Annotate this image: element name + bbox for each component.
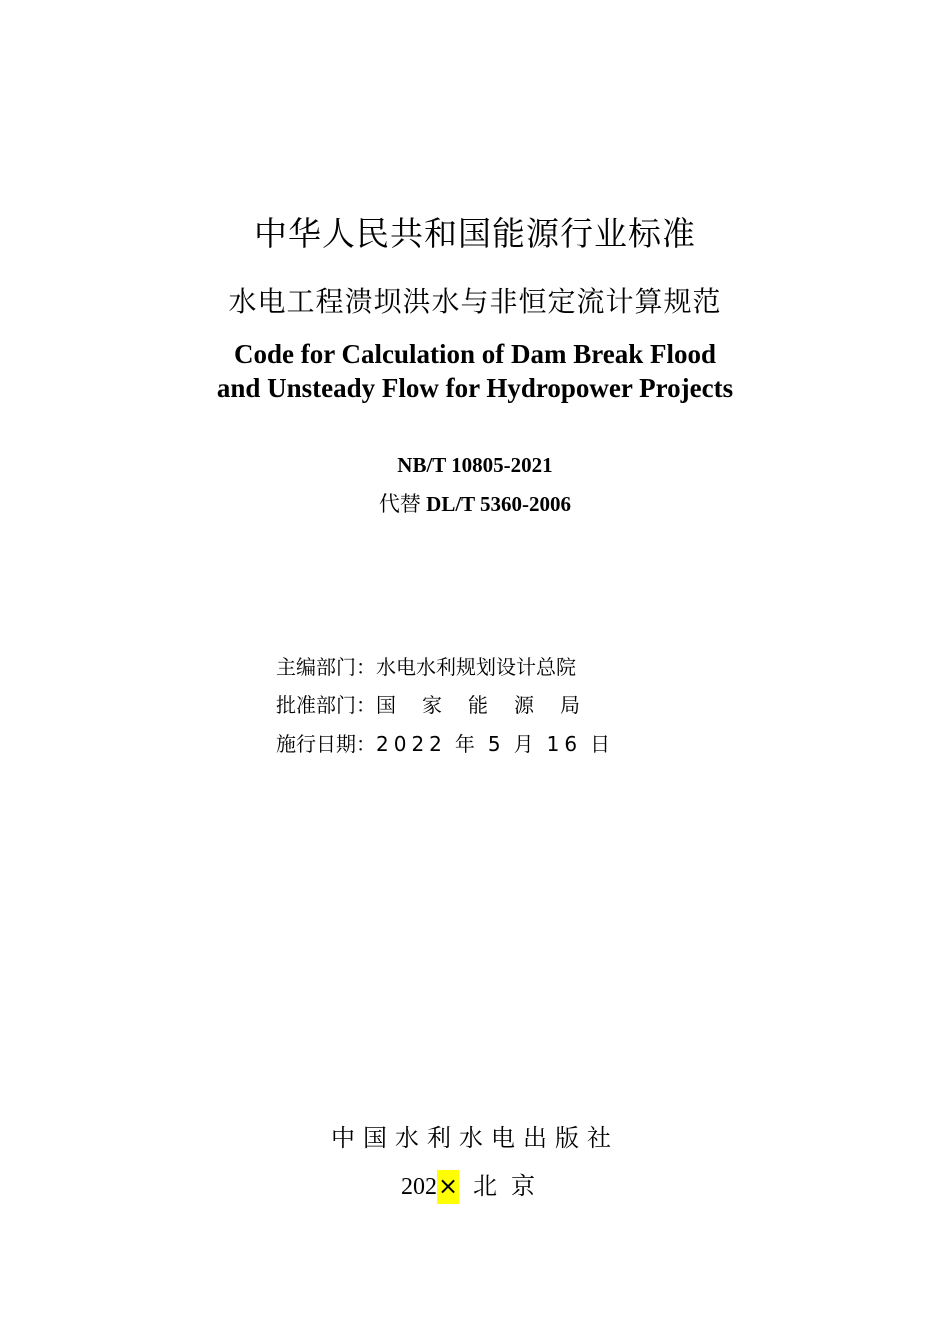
editor-label: 主编部门： <box>276 655 376 679</box>
replaces-line <box>0 488 950 518</box>
effective-day: 16 <box>546 732 583 756</box>
document-title-en-line1: Code for Calculation of Dam Break Flood <box>234 339 716 369</box>
effective-date-value <box>376 732 615 756</box>
publication-year-prefix: 202 <box>400 1174 437 1200</box>
approver-label: 批准部门： <box>276 693 376 717</box>
replaces-prefix: 代替 <box>378 492 421 516</box>
publication-city: 北京 <box>473 1172 550 1200</box>
publisher-name: 中国水利水电出版社 <box>331 1124 619 1152</box>
standard-category-title: 中华人民共和国能源行业标准 <box>254 214 696 253</box>
publication-line <box>0 1166 950 1204</box>
editor-value: 水电水利规划设计总院 <box>376 655 576 679</box>
day-unit: 日 <box>590 732 616 756</box>
month-unit: 月 <box>513 732 539 756</box>
standard-code: NB/T 10805-2021 <box>397 453 553 477</box>
year-unit: 年 <box>454 732 480 756</box>
effective-date-row <box>276 728 615 757</box>
publication-year-highlight: × <box>437 1170 459 1204</box>
editor-row <box>276 651 576 680</box>
effective-date-label: 施行日期： <box>276 732 376 756</box>
effective-year: 2022 <box>376 732 447 756</box>
effective-month: 5 <box>487 732 506 756</box>
approver-value: 国家能源局 <box>376 693 606 717</box>
replaces-code: DL/T 5360-2006 <box>426 492 572 516</box>
document-title-en-line2: and Unsteady Flow for Hydropower Projects <box>216 373 734 403</box>
approver-row <box>276 689 606 718</box>
document-title-cn: 水电工程溃坝洪水与非恒定流计算规范 <box>228 285 722 318</box>
